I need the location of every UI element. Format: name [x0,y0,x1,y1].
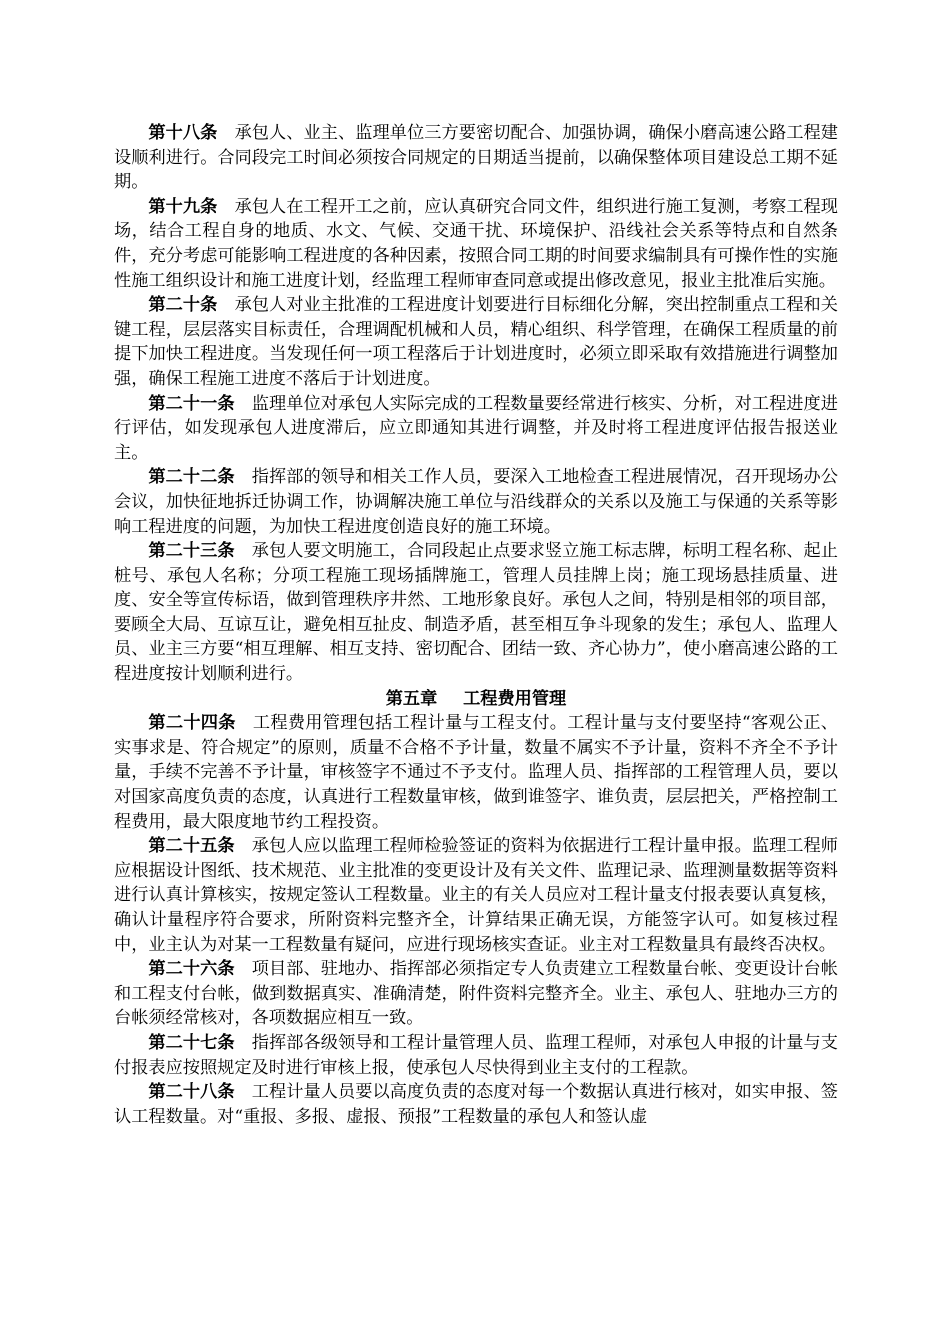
article-21 [114,392,838,466]
document-page [114,121,838,1129]
article-label: 第十九条 [148,196,218,217]
article-label: 第二十八条 [148,1082,235,1103]
article-26 [114,957,838,1031]
article-24 [114,711,838,834]
article-label: 第二十七条 [148,1032,235,1053]
article-text: 指挥部各级领导和工程计量管理人员、监理工程师，对承包人申报的计量与支付报表应按照规定及时进行审核上报，使承包人尽快得到业主支付的工程款。 [114,1032,838,1078]
article-28 [114,1080,838,1129]
article-label: 第二十三条 [148,541,235,562]
article-22 [114,465,838,539]
article-label: 第十八条 [148,123,218,143]
article-text: 项目部、驻地办、指挥部必须指定专人负责建立工程数量台帐、变更设计台帐和工程支付台帐，做到数据真实、准确清楚，附件资料完整齐全。业主、承包人、驻地办三方的台帐须经常核对，各项数据应相互一致。 [114,959,838,1029]
chapter-title: 工程费用管理 [463,688,567,709]
article-label: 第二十条 [148,295,218,316]
article-27 [114,1031,838,1080]
article-20 [114,293,838,391]
article-label: 第二十五条 [148,836,235,857]
article-label: 第二十一条 [148,393,235,414]
article-label: 第二十二条 [148,467,235,488]
article-label: 第二十四条 [148,713,236,734]
article-25 [114,834,838,957]
article-label: 第二十六条 [148,959,235,980]
article-text: 监理单位对承包人实际完成的工程数量要经常进行核实、分析，对工程进度进行评估，如发现承包人进度滞后，应立即通知其进行调整，并及时将工程进度评估报告报送业主。 [114,393,838,463]
article-text: 承包人应以监理工程师检验签证的资料为依据进行工程计量申报。监理工程师应根据设计图纸、技术规范、业主批准的变更设计及有关文件、监理记录、监理测量数据等资料进行认真计算核实，按规定签认工程数量。业主的有关人员应对工程计量支付报表要认真复核，确认计量程序符合要求，所附资料完整齐全，计算结果正确无误，方能签字认可。如复核过程中，业主认为对某一工程数量有疑问，应进行现场核实查证。业主对工程数量具有最终否决权。 [114,836,838,955]
article-text: 承包人对业主批准的工程进度计划要进行目标细化分解，突出控制重点工程和关键工程，层层落实目标责任，合理调配机械和人员，精心组织、科学管理，在确保工程质量的前提下加快工程进度。当发现任何一项工程落后于计划进度时，必须立即采取有效措施进行调整加强，确保工程施工进度不落后于计划进度。 [114,295,838,389]
article-text: 承包人要文明施工，合同段起止点要求竖立施工标志牌，标明工程名称、起止桩号、承包人名称；分项工程施工现场插牌施工，管理人员挂牌上岗；施工现场悬挂质量、进度、安全等宣传标语，做到管理秩序井然、工地形象良好。承包人之间，特别是相邻的项目部，要顾全大局、互谅互让，避免相互扯皮、制造矛盾，甚至相互争斗现象的发生；承包人、监理人员、业主三方要“相互理解、相互支持、密切配合、团结一致、齐心协力”，使小磨高速公路的工程进度按计划顺利进行。 [114,541,838,685]
article-text: 指挥部的领导和相关工作人员，要深入工地检查工程进展情况，召开现场办公会议，加快征地拆迁协调工作，协调解决施工单位与沿线群众的关系以及施工与保通的关系等影响工程进度的问题，为加快工程进度创造良好的施工环境。 [114,467,838,537]
article-23 [114,539,838,687]
article-19 [114,195,838,293]
article-text: 承包人在工程开工之前，应认真研究合同文件，组织进行施工复测，考察工程现场，结合工程自身的地质、水文、气候、交通干扰、环境保护、沿线社会关系等特点和自然条件，充分考虑可能影响工程进度的各种因素，按照合同工期的时间要求编制具有可操作性的实施性施工组织设计和施工进度计划，经监理工程师审查同意或提出修改意见，报业主批准后实施。 [114,196,838,291]
chapter-number: 第五章 [385,688,438,709]
chapter-heading [114,687,838,712]
article-18 [114,121,838,195]
article-text: 承包人、业主、监理单位三方要密切配合、加强协调，确保小磨高速公路工程建设顺利进行。合同段完工时间必须按合同规定的日期适当提前，以确保整体项目建设总工期不延期。 [114,123,838,193]
article-text: 工程计量人员要以高度负责的态度对每一个数据认真进行核对，如实申报、签认工程数量。对“重报、多报、虚报、预报”工程数量的承包人和签认虚 [114,1082,838,1127]
article-text: 工程费用管理包括工程计量与工程支付。工程计量与支付要坚持“客观公正、实事求是、符合规定”的原则，质量不合格不予计量，数量不属实不予计量，资料不齐全不予计量，手续不完善不予计量，审核签字不通过不予支付。监理人员、指挥部的工程管理人员，要以对国家高度负责的态度，认真进行工程数量审核，做到谁签字、谁负责，层层把关，严格控制工程费用，最大限度地节约工程投资。 [114,713,838,832]
